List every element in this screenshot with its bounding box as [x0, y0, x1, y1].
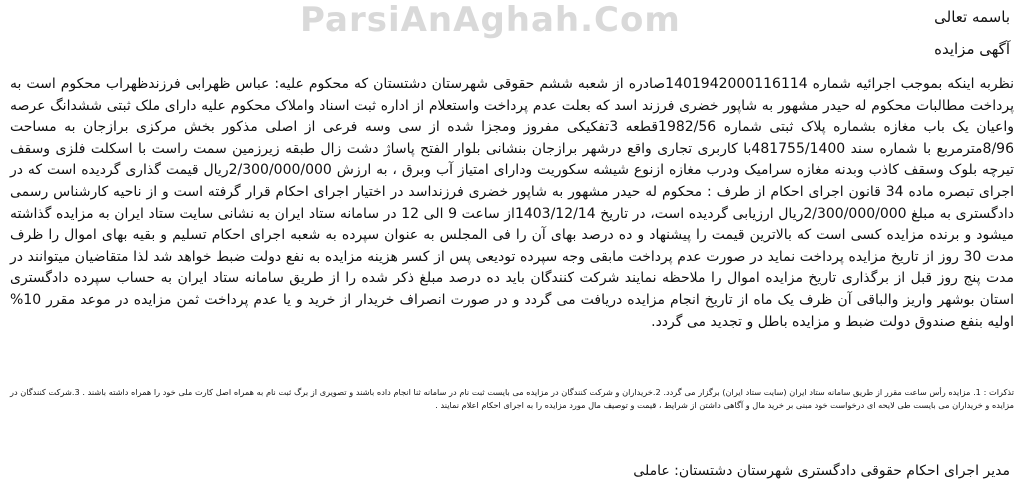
notice-footnotes: تذکرات : 1. مزایده رأس ساعت مقرر از طریق سامانه ستاد ایران (سایت ستاد ایران) برگزار می گردد. 2.خریداران و شرکت کنندگان در مزایده می بایست ثبت نام در سامانه ثنا انجام داده باشند و تصویری از برگ ثبت نام به همراه اصل کارت ملی خود را همراه داشته باشند . 3.شرکت کنندگان در مزایده و خریداران می بایست طی لایحه ای درخواست خود مبنی بر خرید مال و آگاهی داشتن از شرایط ، قیمت و توصیف مال مورد مزایده را به اجرای احکام اعلام نمایند . [10, 387, 1014, 410]
watermark-text: ParsiAnAghah.Com [300, 0, 681, 40]
notice-title: آگهی مزایده [934, 40, 1010, 58]
signature-line: مدیر اجرای احکام حقوقی دادگستری شهرستان دشتستان: عاملی [633, 463, 1010, 479]
notice-body: نظربه اینکه بموجب اجرائیه شماره 140194200011611‌4صادره از شعبه ششم حقوقی شهرستان دشتستان که محکوم علیه: عباس ظهرابی فرزندظهراب محکوم است به پرداخت مطالبات محکوم له حیدر مشهور به شاپور خضری فرزند اسد که بعلت عدم پرداخت واستعلام از اداره ثبت اسناد واملاک محکوم علیه دارای ملک ثبتی ششدانگ عرصه واعیان یک باب مغازه بشماره پلاک ثبتی شماره 1982/56قطعه 3تفکیکی مفروز ومجزا شده از سی وسه فرعی از اصلی مذکور بخش مرکزی برازجان به مساحت 8/96مترمربع با شماره سند 481755/1400با کاربری تجاری واقع درشهر برازجان بنشانی بلوار الفتح پاساژ دشت زال طبقه زیرزمین سمت راست با اسکلت فلزی وسقف تیرچه بلوک وسقف کاذب وبدنه مغازه سرامیک ودرب مغازه ازنوع شیشه سکوریت ودارای امتیاز آب وبرق ، به ارزش 2/300/000/000ریال قیمت گذاری گردیده است که در اجرای تبصره ماده 34 قانون اجرای احکام از طرف : محکوم له حیدر مشهور به شاپور خضری فرزنداسد در اختیار اجرای احکام قرار گرفته است و از ناحیه کارشناس رسمی دادگستری به مبلغ 2/300/000/000ریال ارزیابی گردیده است، در تاریخ 1403/12/14از ساعت 9 الی 12 در سامانه ستاد ایران به نشانی سایت ستاد ایران به مزایده گذاشته میشود و برنده مزایده کسی است که بالاترین قیمت را پیشنهاد و ده درصد بهای آن را فی المجلس به عنوان سپرده به شعبه اجرای احکام تسلیم و بقیه بهای اموال را ظرف مدت 30 روز از تاریخ مزایده پرداخت نماید در صورت عدم پرداخت مابقی وجه سپرده تودیعی پس از کسر هزینه مزایده به نفع دولت ضبط خواهد شد لذا متقاضیان میتوانند در مدت پنج روز قبل از برگذاری تاریخ مزایده اموال را ملاحظه نمایند شرکت کنندگان باید ده درصد مبلغ ذکر شده را از طریق سامانه ستاد ایران به حساب سپرده دادگستری استان بوشهر واریز والباقی آن ظرف یک ماه از تاریخ انجام مزایده دریافت می گردد و در صورت انصراف خریدار از خرید و یا عدم پرداخت ثمن مزایده در موعد مقرر 10% اولیه بنفع صندوق دولت ضبط و مزایده باطل و تجدید می گردد. [10, 76, 1015, 330]
heading-basmeh: باسمه تعالی [934, 8, 1010, 26]
